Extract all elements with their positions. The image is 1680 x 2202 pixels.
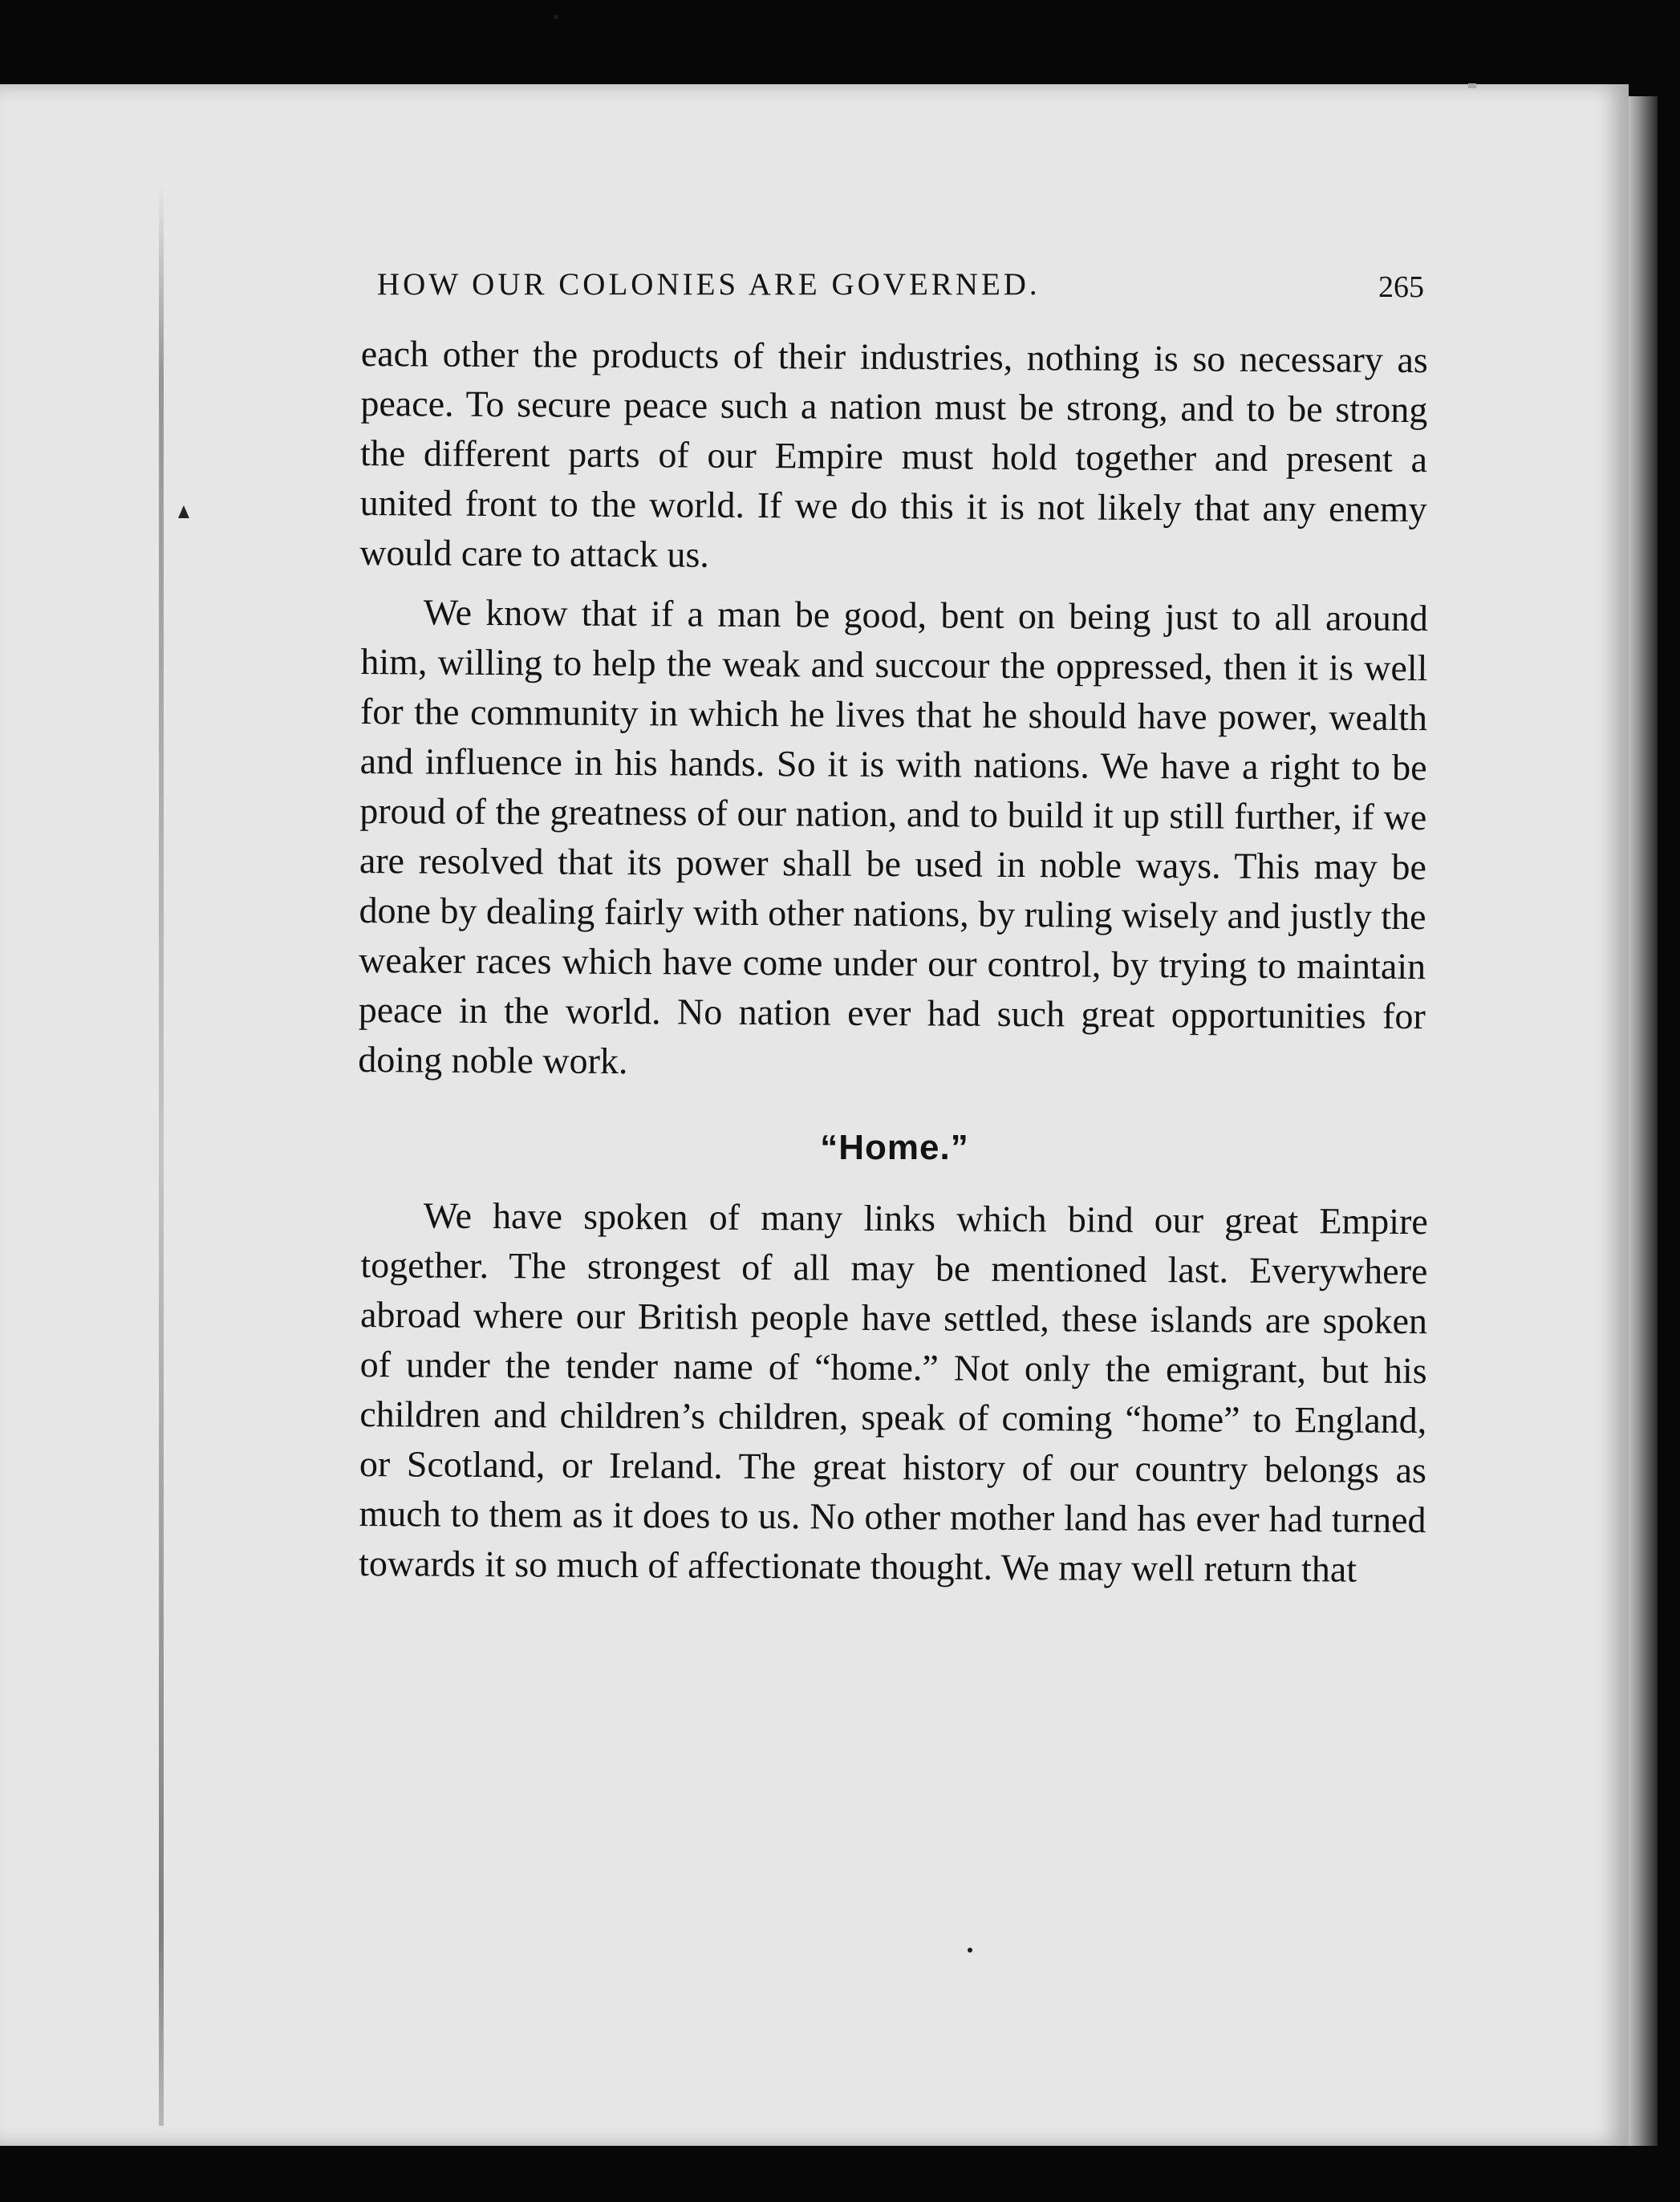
section-heading: “Home.” — [820, 1128, 969, 1167]
dust-speck — [968, 1948, 972, 1953]
paragraph-1: each other the products of their industries, nothing is so necessary as peace. To secure peace such a nation must be strong, and to be strong the different parts of our Empire must hold together and present a united front to the world. If we do this it is not likely that any enemy would care to attack us. — [359, 332, 1428, 575]
paragraph-3: We have spoken of many links which bind our great Empire together. The strongest of all may be mentioned last. Everywhere abroad where our British people have settled, these islands are spoken of under the tender name of “home.” Not only the emigrant, but his children and children’s children, speak of coming “home” to England, or Scotland, or Ireland. The great history of our country belongs as much to them as it does to us. No other mother land has ever had turned towards it so much of affectionate thought. We may well return that — [359, 1194, 1428, 1590]
paragraph-2: We know that if a man be good, bent on being just to all around him, willing to help the weak and succour the oppressed, then it is well for the community in which he lives that he should have power, wealth and influence in his hands. So it is with nations. We have a right to be proud of the greatness of our nation, and to build it up still further, if we are resolved that its power shall be used in noble ways. This may be done by dealing fairly with other nations, by ruling wisely and justly the weaker races which have come under our control, by trying to maintain peace in the world. No nation ever had such great opportunities for doing noble work. — [358, 591, 1428, 1082]
gutter-mark-icon — [178, 505, 189, 518]
dust-speck — [554, 14, 558, 19]
page-number: 265 — [1378, 270, 1424, 304]
scan-artifact — [1468, 83, 1476, 88]
body-text — [358, 329, 1428, 1598]
page-edge-shadow — [1629, 96, 1658, 2146]
running-head: HOW OUR COLONIES ARE GOVERNED. — [377, 267, 1041, 302]
gutter-shadow — [159, 185, 164, 2126]
